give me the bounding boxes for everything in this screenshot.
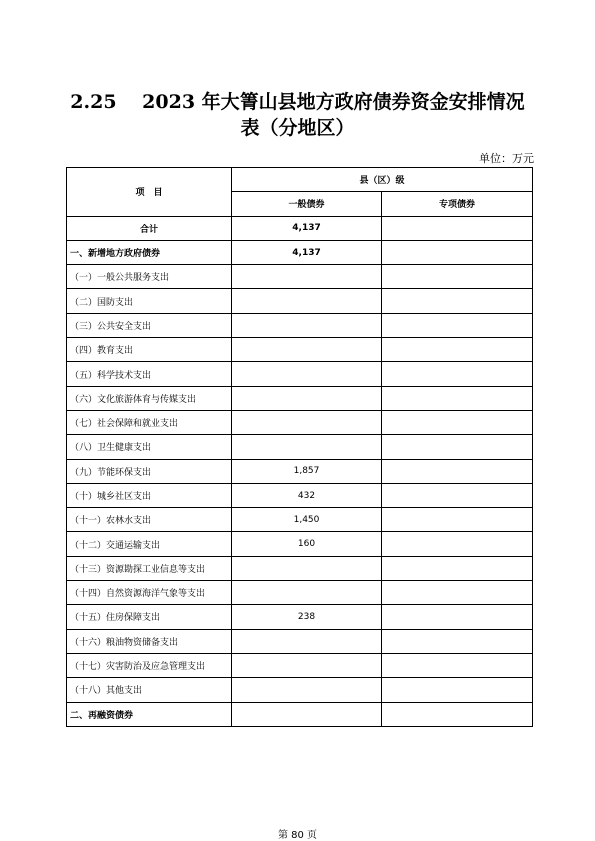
- row-label: （三）公共安全支出: [67, 313, 232, 337]
- header-item: 项 目: [67, 168, 232, 217]
- row-label: （十五）住房保障支出: [67, 605, 232, 629]
- row-label: （九）节能环保支出: [67, 459, 232, 483]
- special-bond-value: [382, 605, 533, 629]
- special-bond-value: [382, 362, 533, 386]
- row-label: （一）一般公共服务支出: [67, 265, 232, 289]
- special-bond-value: [382, 508, 533, 532]
- special-bond-value: [382, 581, 533, 605]
- row-label: （六）文化旅游体育与传媒支出: [67, 386, 232, 410]
- table-row: [67, 653, 533, 677]
- special-bond-value: [382, 483, 533, 507]
- general-bond-value: [232, 289, 382, 313]
- general-bond-value: [232, 386, 382, 410]
- row-label: （八）卫生健康支出: [67, 435, 232, 459]
- row-label: （十二）交通运输支出: [67, 532, 232, 556]
- general-bond-value: [232, 313, 382, 337]
- special-bond-value: [382, 386, 533, 410]
- general-bond-value: 238: [232, 605, 382, 629]
- bond-allocation-table: [66, 167, 533, 727]
- special-bond-value: [382, 459, 533, 483]
- special-bond-value: [382, 678, 533, 702]
- row-label: （十七）灾害防治及应急管理支出: [67, 653, 232, 677]
- row-label: （十八）其他支出: [67, 678, 232, 702]
- header-county-level: 县（区）级: [232, 168, 533, 192]
- table-row: [67, 410, 533, 434]
- special-bond-value: [382, 556, 533, 580]
- table-row: [67, 459, 533, 483]
- special-bond-value: [382, 240, 533, 264]
- general-bond-value: [232, 678, 382, 702]
- special-bond-value: [382, 702, 533, 726]
- table-row: [67, 629, 533, 653]
- row-label: （二）国防支出: [67, 289, 232, 313]
- table-row: [67, 532, 533, 556]
- unit-label: 单位：万元: [479, 152, 534, 165]
- table-row: [67, 483, 533, 507]
- table-row: [67, 581, 533, 605]
- special-bond-value: [382, 338, 533, 362]
- row-label: 一、新增地方政府债券: [67, 240, 232, 264]
- table-row: [67, 216, 533, 240]
- general-bond-value: 432: [232, 483, 382, 507]
- special-bond-value: [382, 532, 533, 556]
- general-bond-value: [232, 435, 382, 459]
- table-row: [67, 678, 533, 702]
- general-bond-value: [232, 338, 382, 362]
- general-bond-value: [232, 653, 382, 677]
- page-title-line2: 表（分地区）: [240, 117, 355, 139]
- row-label: （十六）粮油物资储备支出: [67, 629, 232, 653]
- table-row: [67, 313, 533, 337]
- special-bond-value: [382, 289, 533, 313]
- table-row: [67, 435, 533, 459]
- special-bond-value: [382, 313, 533, 337]
- table-row: [67, 386, 533, 410]
- table-row: [67, 556, 533, 580]
- table-row: [67, 605, 533, 629]
- general-bond-value: 1,450: [232, 508, 382, 532]
- table-row: [67, 240, 533, 264]
- special-bond-value: [382, 653, 533, 677]
- general-bond-value: 4,137: [232, 216, 382, 240]
- row-label: （十一）农林水支出: [67, 508, 232, 532]
- special-bond-value: [382, 629, 533, 653]
- special-bond-value: [382, 265, 533, 289]
- table-row: [67, 702, 533, 726]
- table-row: [67, 362, 533, 386]
- table-row: [67, 265, 533, 289]
- row-label: （十三）资源勘探工业信息等支出: [67, 556, 232, 580]
- table-row: [67, 508, 533, 532]
- special-bond-value: [382, 216, 533, 240]
- general-bond-value: [232, 362, 382, 386]
- row-label: （四）教育支出: [67, 338, 232, 362]
- table-row: [67, 338, 533, 362]
- header-special-bonds: 专项债券: [382, 192, 533, 216]
- row-label: （十）城乡社区支出: [67, 483, 232, 507]
- general-bond-value: [232, 581, 382, 605]
- row-label: 二、再融资债券: [67, 702, 232, 726]
- general-bond-value: 160: [232, 532, 382, 556]
- general-bond-value: 4,137: [232, 240, 382, 264]
- general-bond-value: 1,857: [232, 459, 382, 483]
- page-number: 第 80 页: [277, 830, 318, 841]
- table-row: [67, 289, 533, 313]
- row-label: （十四）自然资源海洋气象等支出: [67, 581, 232, 605]
- row-label: 合计: [67, 216, 232, 240]
- page-title-line1: 2.25 2023 年大箐山县地方政府债券资金安排情况: [70, 91, 525, 113]
- special-bond-value: [382, 435, 533, 459]
- special-bond-value: [382, 410, 533, 434]
- general-bond-value: [232, 702, 382, 726]
- general-bond-value: [232, 629, 382, 653]
- header-general-bonds: 一般债券: [232, 192, 382, 216]
- row-label: （五）科学技术支出: [67, 362, 232, 386]
- row-label: （七）社会保障和就业支出: [67, 410, 232, 434]
- general-bond-value: [232, 410, 382, 434]
- general-bond-value: [232, 556, 382, 580]
- general-bond-value: [232, 265, 382, 289]
